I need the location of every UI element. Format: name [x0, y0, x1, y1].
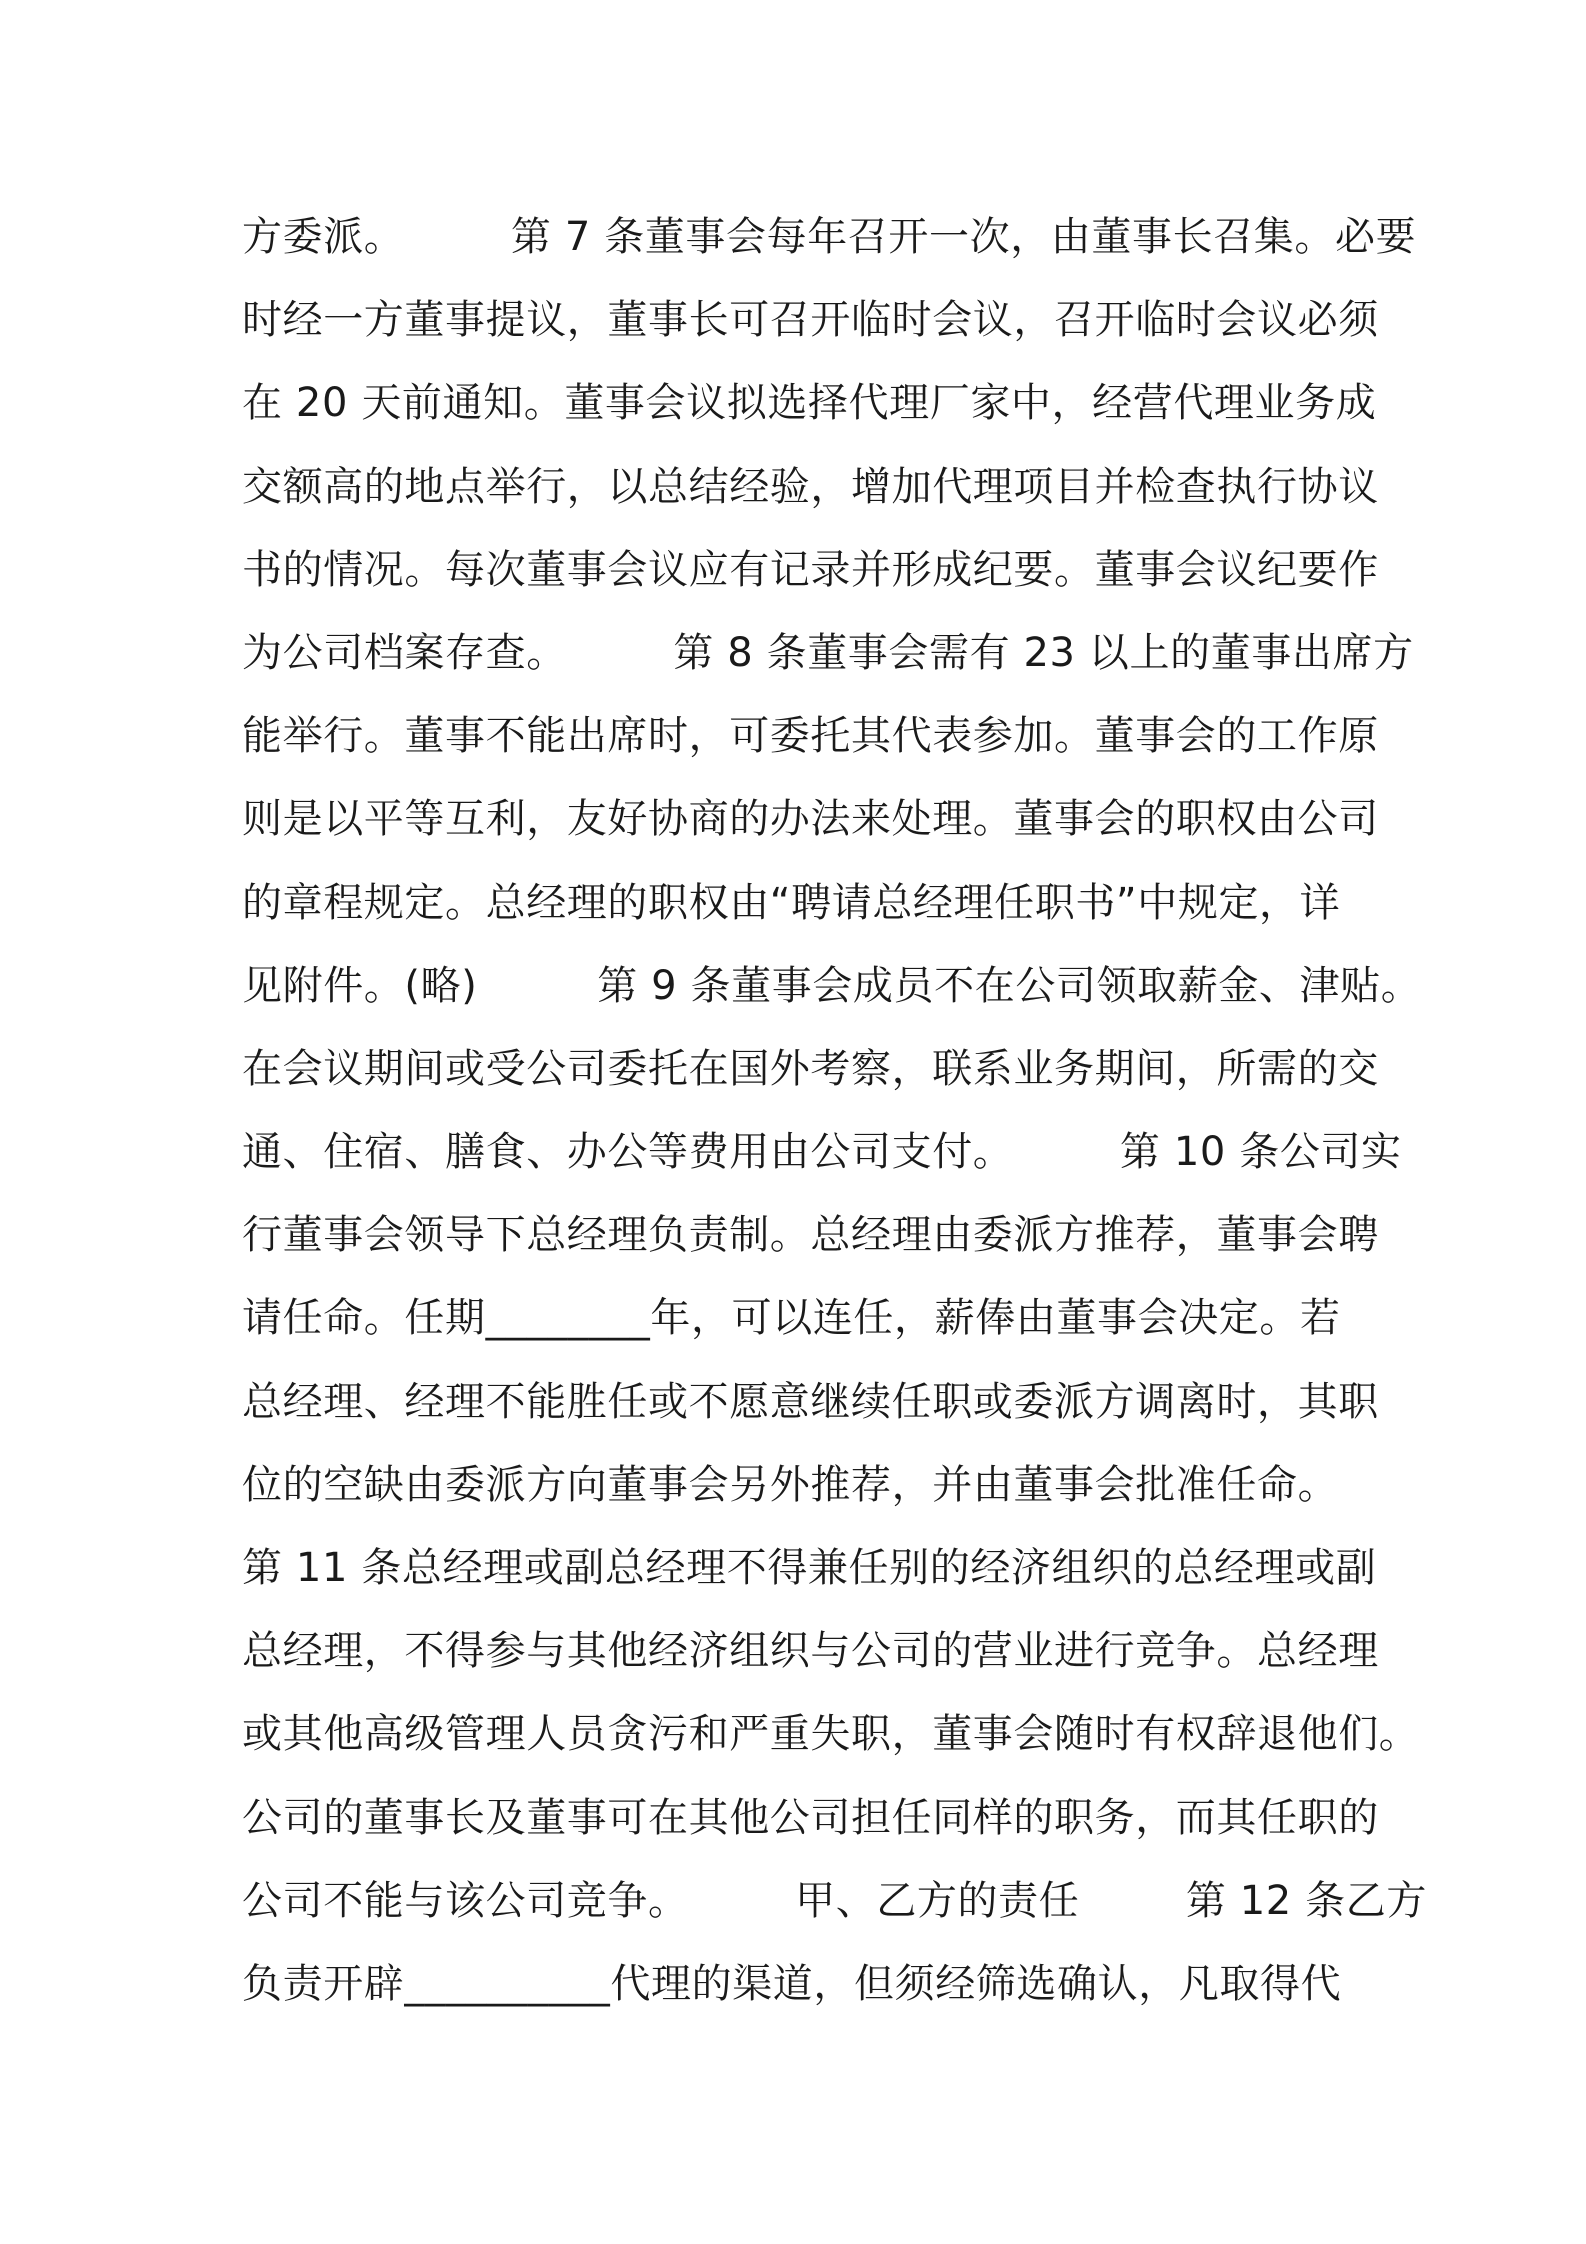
text-line: 公司不能与该公司竞争。 甲、乙方的责任 第 12 条乙方 — [242, 1877, 1427, 1924]
text-line: 总经理，不得参与其他经济组织与公司的营业进行竞争。总经理 — [242, 1628, 1379, 1675]
body-text — [242, 196, 1427, 2026]
text-line: 为公司档案存查。 第 8 条董事会需有 23 以上的董事出席方 — [242, 629, 1414, 676]
text-line: 能举行。董事不能出席时，可委托其代表参加。董事会的工作原 — [242, 713, 1379, 760]
text-line: 请任命。任期________年，可以连任，薪俸由董事会决定。若 — [242, 1295, 1341, 1342]
text-line: 通、住宿、膳食、办公等费用由公司支付。 第 10 条公司实 — [242, 1129, 1402, 1176]
text-line: 公司的董事长及董事可在其他公司担任同样的职务，而其任职的 — [242, 1794, 1379, 1841]
text-line: 位的空缺由委派方向董事会另外推荐，并由董事会批准任命。 — [242, 1461, 1339, 1508]
text-line: 第 11 条总经理或副总经理不得兼任别的经济组织的总经理或副 — [242, 1545, 1377, 1591]
text-line: 负责开辟__________代理的渠道，但须经筛选确认，凡取得代 — [242, 1960, 1342, 2007]
text-line: 在会议期间或受公司委托在国外考察，联系业务期间，所需的交 — [242, 1045, 1379, 1092]
text-line: 或其他高级管理人员贪污和严重失职，董事会随时有权辞退他们。 — [242, 1711, 1420, 1758]
text-line: 行董事会领导下总经理负责制。总经理由委派方推荐，董事会聘 — [242, 1212, 1379, 1259]
text-line: 的章程规定。总经理的职权由“聘请总经理任职书”中规定，详 — [242, 879, 1341, 926]
text-line: 方委派。 第 7 条董事会每年召开一次，由董事长召集。必要 — [242, 214, 1417, 260]
text-line: 在 20 天前通知。董事会议拟选择代理厂家中，经营代理业务成 — [242, 380, 1377, 427]
text-line: 书的情况。每次董事会议应有记录并形成纪要。董事会议纪要作 — [242, 546, 1379, 593]
text-line: 见附件。(略) 第 9 条董事会成员不在公司领取薪金、津贴。 — [242, 962, 1422, 1009]
text-line: 时经一方董事提议，董事长可召开临时会议，召开临时会议必须 — [242, 297, 1379, 344]
text-line: 总经理、经理不能胜任或不愿意继续任职或委派方调离时，其职 — [242, 1378, 1379, 1425]
text-line: 交额高的地点举行，以总结经验，增加代理项目并检查执行协议 — [242, 463, 1379, 510]
text-line: 则是以平等互利，友好协商的办法来处理。董事会的职权由公司 — [242, 796, 1379, 843]
